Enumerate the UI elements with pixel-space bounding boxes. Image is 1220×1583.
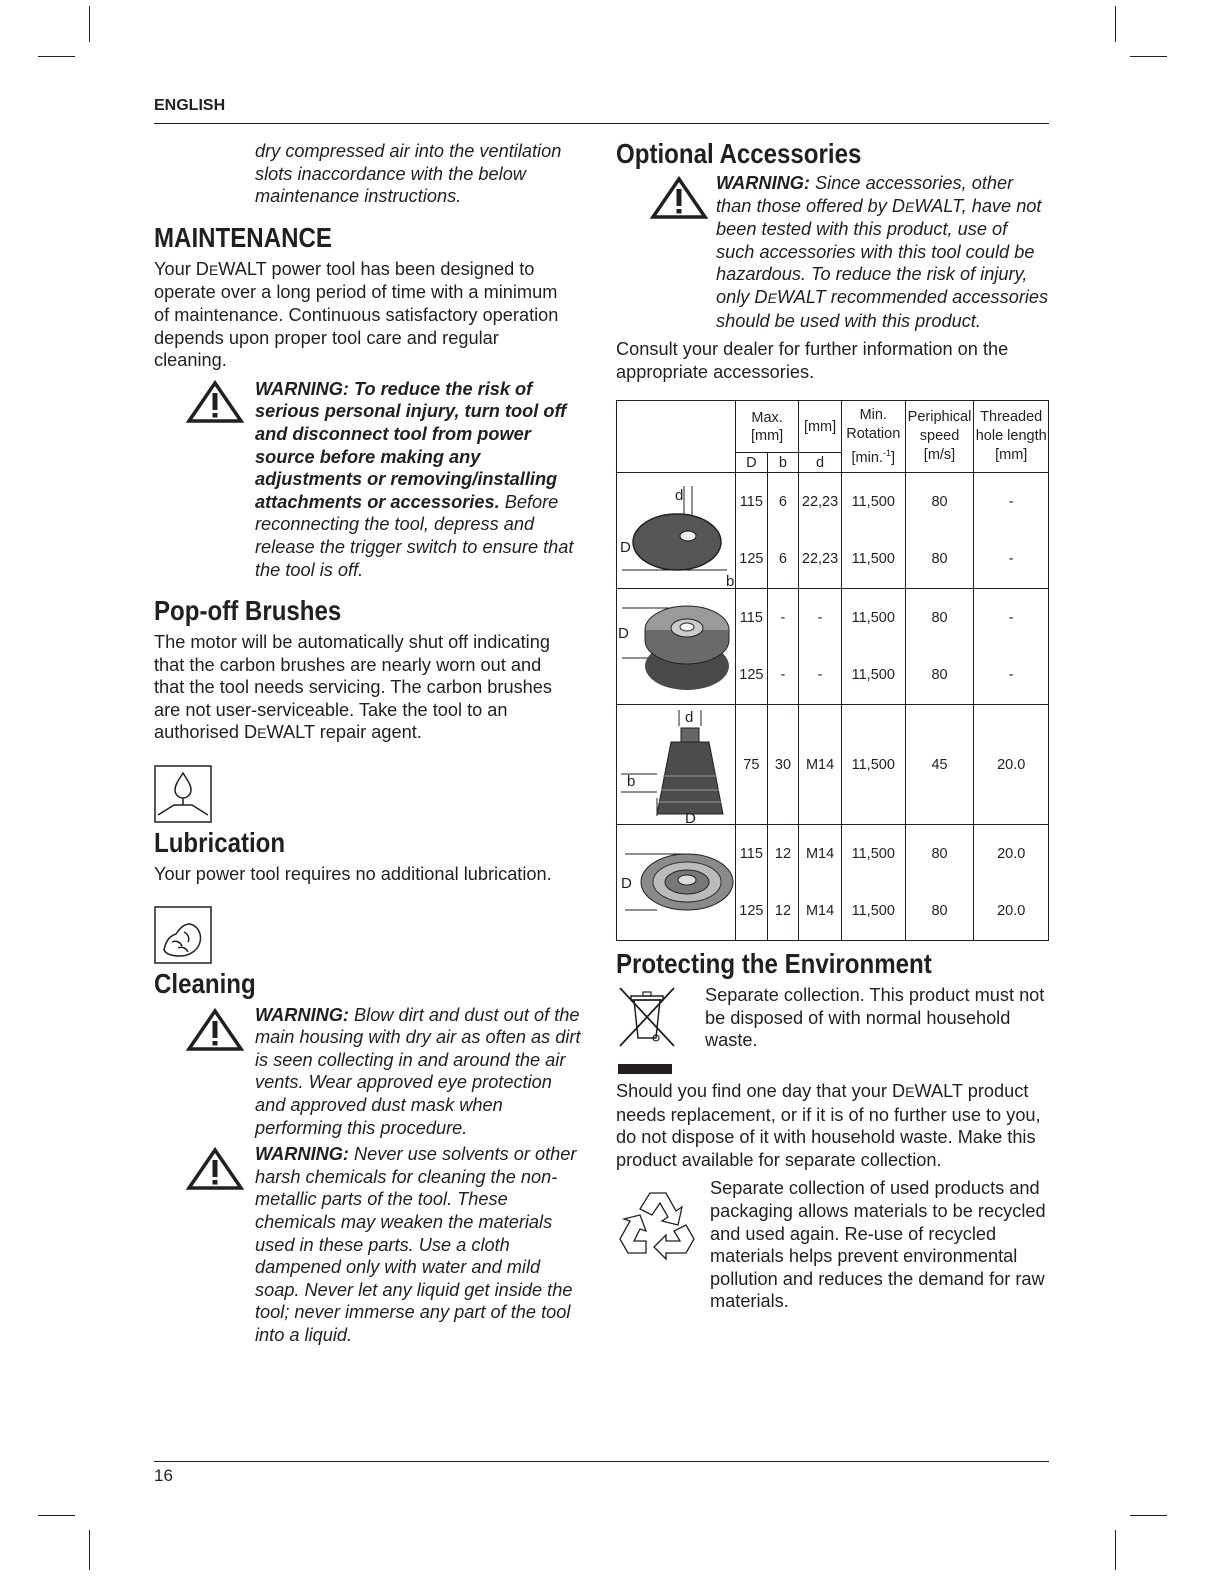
label-D: D: [618, 624, 629, 642]
crop-mark: [1115, 1530, 1116, 1570]
label-D: D: [685, 809, 696, 824]
figure-header-cell: [617, 401, 736, 473]
sub-D: D: [736, 453, 768, 473]
table-cell: M14: [799, 705, 842, 825]
wire-wheel-icon: [617, 826, 735, 940]
table-cell: 20.0: [974, 705, 1049, 825]
table-cell: 80: [905, 825, 974, 883]
left-column: [154, 140, 582, 1347]
table-cell: 12: [767, 883, 798, 941]
language-label: ENGLISH: [154, 97, 226, 114]
table-row: [617, 473, 1049, 531]
crop-mark: [89, 6, 90, 42]
warning-icon: [186, 380, 244, 424]
grinding-disc-figure: [617, 589, 736, 705]
cleaning-title: Cleaning: [154, 967, 256, 999]
cup-brush-figure: [617, 705, 736, 825]
table-cell: 11,500: [841, 531, 905, 589]
intro-text: dry compressed air into the ventilation slots inaccordance with the below maintenance instructions.: [255, 141, 562, 207]
header-rule: [154, 123, 1049, 124]
cup-brush-icon: [617, 706, 735, 824]
table-cell: 75: [736, 705, 768, 825]
maintenance-warning: [154, 378, 582, 581]
accessories-title: Optional Accessories: [616, 138, 862, 169]
table-cell: 80: [905, 647, 974, 705]
maintenance-warning-text: WARNING: To reduce the risk of serious personal injury, turn tool off and disconnect tool from power source before making any adjustments or removing/installing attachments or accessories. Before reconnecting the tool, depress and release the trigger switch to ensure that the tool is off.: [255, 378, 574, 580]
table-cell: -: [799, 589, 842, 647]
label-b: b: [726, 572, 735, 588]
table-cell: 80: [905, 589, 974, 647]
table-cell: -: [974, 531, 1049, 589]
table-cell: 11,500: [841, 473, 905, 531]
table-cell: 22,23: [799, 531, 842, 589]
lubrication-title: Lubrication: [154, 827, 286, 859]
header-threaded: Threaded hole length [mm]: [974, 401, 1049, 473]
label-d: d: [675, 486, 684, 504]
table-cell: -: [974, 473, 1049, 531]
cleaning-warning-1-text: WARNING: Blow dirt and dust out of the main housing with dry air as often as dirt is seen collecting in and around the air vents. Wear approved eye protection and approved dust mask when performing this procedure.: [255, 1004, 581, 1138]
cleaning-warning-2: [154, 1143, 582, 1346]
warning-icon: [650, 176, 708, 220]
table-cell: 12: [767, 825, 798, 883]
table-cell: 6: [767, 531, 798, 589]
table-cell: -: [767, 589, 798, 647]
crop-mark: [89, 1530, 90, 1570]
table-cell: 6: [767, 473, 798, 531]
sub-b: b: [767, 453, 798, 473]
header-max: Max. [mm]: [736, 401, 799, 453]
grinding-disc-icon: [617, 590, 735, 704]
crop-mark: [1115, 6, 1116, 42]
header-mm: [mm]: [799, 401, 842, 453]
wire-wheel-figure: [617, 825, 736, 941]
cleaning-icon: [154, 906, 212, 964]
lubrication-icon: [154, 765, 212, 823]
weee-block: [616, 984, 1049, 1076]
table-cell: 80: [905, 883, 974, 941]
weee-bin-icon: [616, 984, 678, 1076]
accessories-warning-text: WARNING: Since accessories, other than those offered by DEWALT, have not been tested with this product, use of such accessories with this tool could be hazardous. To reduce the risk of injury, only DEWALT recommended accessories should be used with this product.: [716, 173, 1049, 331]
table-cell: 115: [736, 589, 768, 647]
weee-text: Separate collection. This product must not be disposed of with normal household waste.: [705, 985, 1045, 1051]
label-b: b: [627, 772, 636, 790]
crop-mark: [1130, 56, 1167, 57]
table-row: [617, 589, 1049, 647]
table-cell: 115: [736, 473, 768, 531]
table-cell: 125: [736, 647, 768, 705]
environment-title: Protecting the Environment: [616, 948, 932, 979]
maintenance-body: Your DEWALT power tool has been designed to operate over a long period of time with a minimum of maintenance. Continuous satisfactory operation depends upon proper tool care and regular cleaning.: [154, 258, 559, 371]
label-D: D: [620, 538, 631, 556]
table-cell: -: [767, 647, 798, 705]
recycle-block: [616, 1177, 1049, 1312]
table-cell: M14: [799, 883, 842, 941]
table-cell: -: [974, 589, 1049, 647]
table-cell: 11,500: [841, 589, 905, 647]
table-cell: 80: [905, 531, 974, 589]
accessories-table: [616, 400, 1049, 941]
table-cell: 11,500: [841, 705, 905, 825]
table-cell: 22,23: [799, 473, 842, 531]
flap-disc-figure: [617, 473, 736, 589]
table-cell: 125: [736, 883, 768, 941]
crop-mark: [1130, 1515, 1167, 1516]
table-cell: -: [974, 647, 1049, 705]
table-cell: 11,500: [841, 825, 905, 883]
warning-icon: [186, 1147, 244, 1191]
cleaning-warning-1: [154, 1004, 582, 1140]
flap-disc-icon: [617, 474, 735, 588]
right-column: [616, 138, 1049, 383]
table-cell: 20.0: [974, 825, 1049, 883]
table-cell: 30: [767, 705, 798, 825]
crop-mark: [38, 1515, 75, 1516]
table-cell: M14: [799, 825, 842, 883]
table-row: [617, 705, 1049, 825]
crop-mark: [38, 56, 75, 57]
lubrication-body: Your power tool requires no additional lubrication.: [154, 864, 552, 885]
table-cell: 20.0: [974, 883, 1049, 941]
warning-icon: [186, 1008, 244, 1052]
brushes-body: The motor will be automatically shut off indicating that the carbon brushes are nearly worn out and that the tool needs servicing. The carbon brushes are not user-serviceable. Take the tool to an authorised DEWALT repair agent.: [154, 632, 553, 743]
accessories-consult: Consult your dealer for further information on the appropriate accessories.: [616, 339, 1009, 382]
table-cell: 80: [905, 473, 974, 531]
environment-section: [616, 948, 1049, 1312]
brushes-title: Pop-off Brushes: [154, 595, 342, 627]
table-cell: -: [799, 647, 842, 705]
table-cell: 125: [736, 531, 768, 589]
recycle-text: Separate collection of used products and packaging allows materials to be recycled and used again. Re-use of recycled materials helps prevent environmental pollution and reduces the demand for raw materials.: [710, 1178, 1046, 1312]
disposal-text: Should you find one day that your DEWALT product needs replacement, or if it is of no further use to you, do not dispose of it with household waste. Make this product available for separate collection.: [616, 1081, 1041, 1170]
table-cell: 45: [905, 705, 974, 825]
footer-rule: [154, 1461, 1049, 1462]
label-D: D: [621, 874, 632, 892]
page-number: 16: [154, 1466, 173, 1485]
accessories-warning: [616, 172, 1049, 332]
table-cell: 11,500: [841, 883, 905, 941]
table-cell: 11,500: [841, 647, 905, 705]
table-row: [617, 825, 1049, 883]
header-rotation: Min. Rotation [min.$^{-1}$]: [841, 401, 905, 473]
maintenance-title: MAINTENANCE: [154, 221, 332, 253]
header-speed: Periphical speed [m/s]: [905, 401, 974, 473]
recycle-icon: [616, 1185, 700, 1263]
cleaning-warning-2-text: WARNING: Never use solvents or other harsh chemicals for cleaning the non-metallic parts of the tool. These chemicals may weaken the materials used in these parts. Use a cloth dampened only with water and mild soap. Never let any liquid get inside the tool; never immerse any part of the tool into a liquid.: [255, 1144, 577, 1345]
table-cell: 115: [736, 825, 768, 883]
label-d: d: [685, 708, 694, 726]
sub-d: d: [799, 453, 842, 473]
